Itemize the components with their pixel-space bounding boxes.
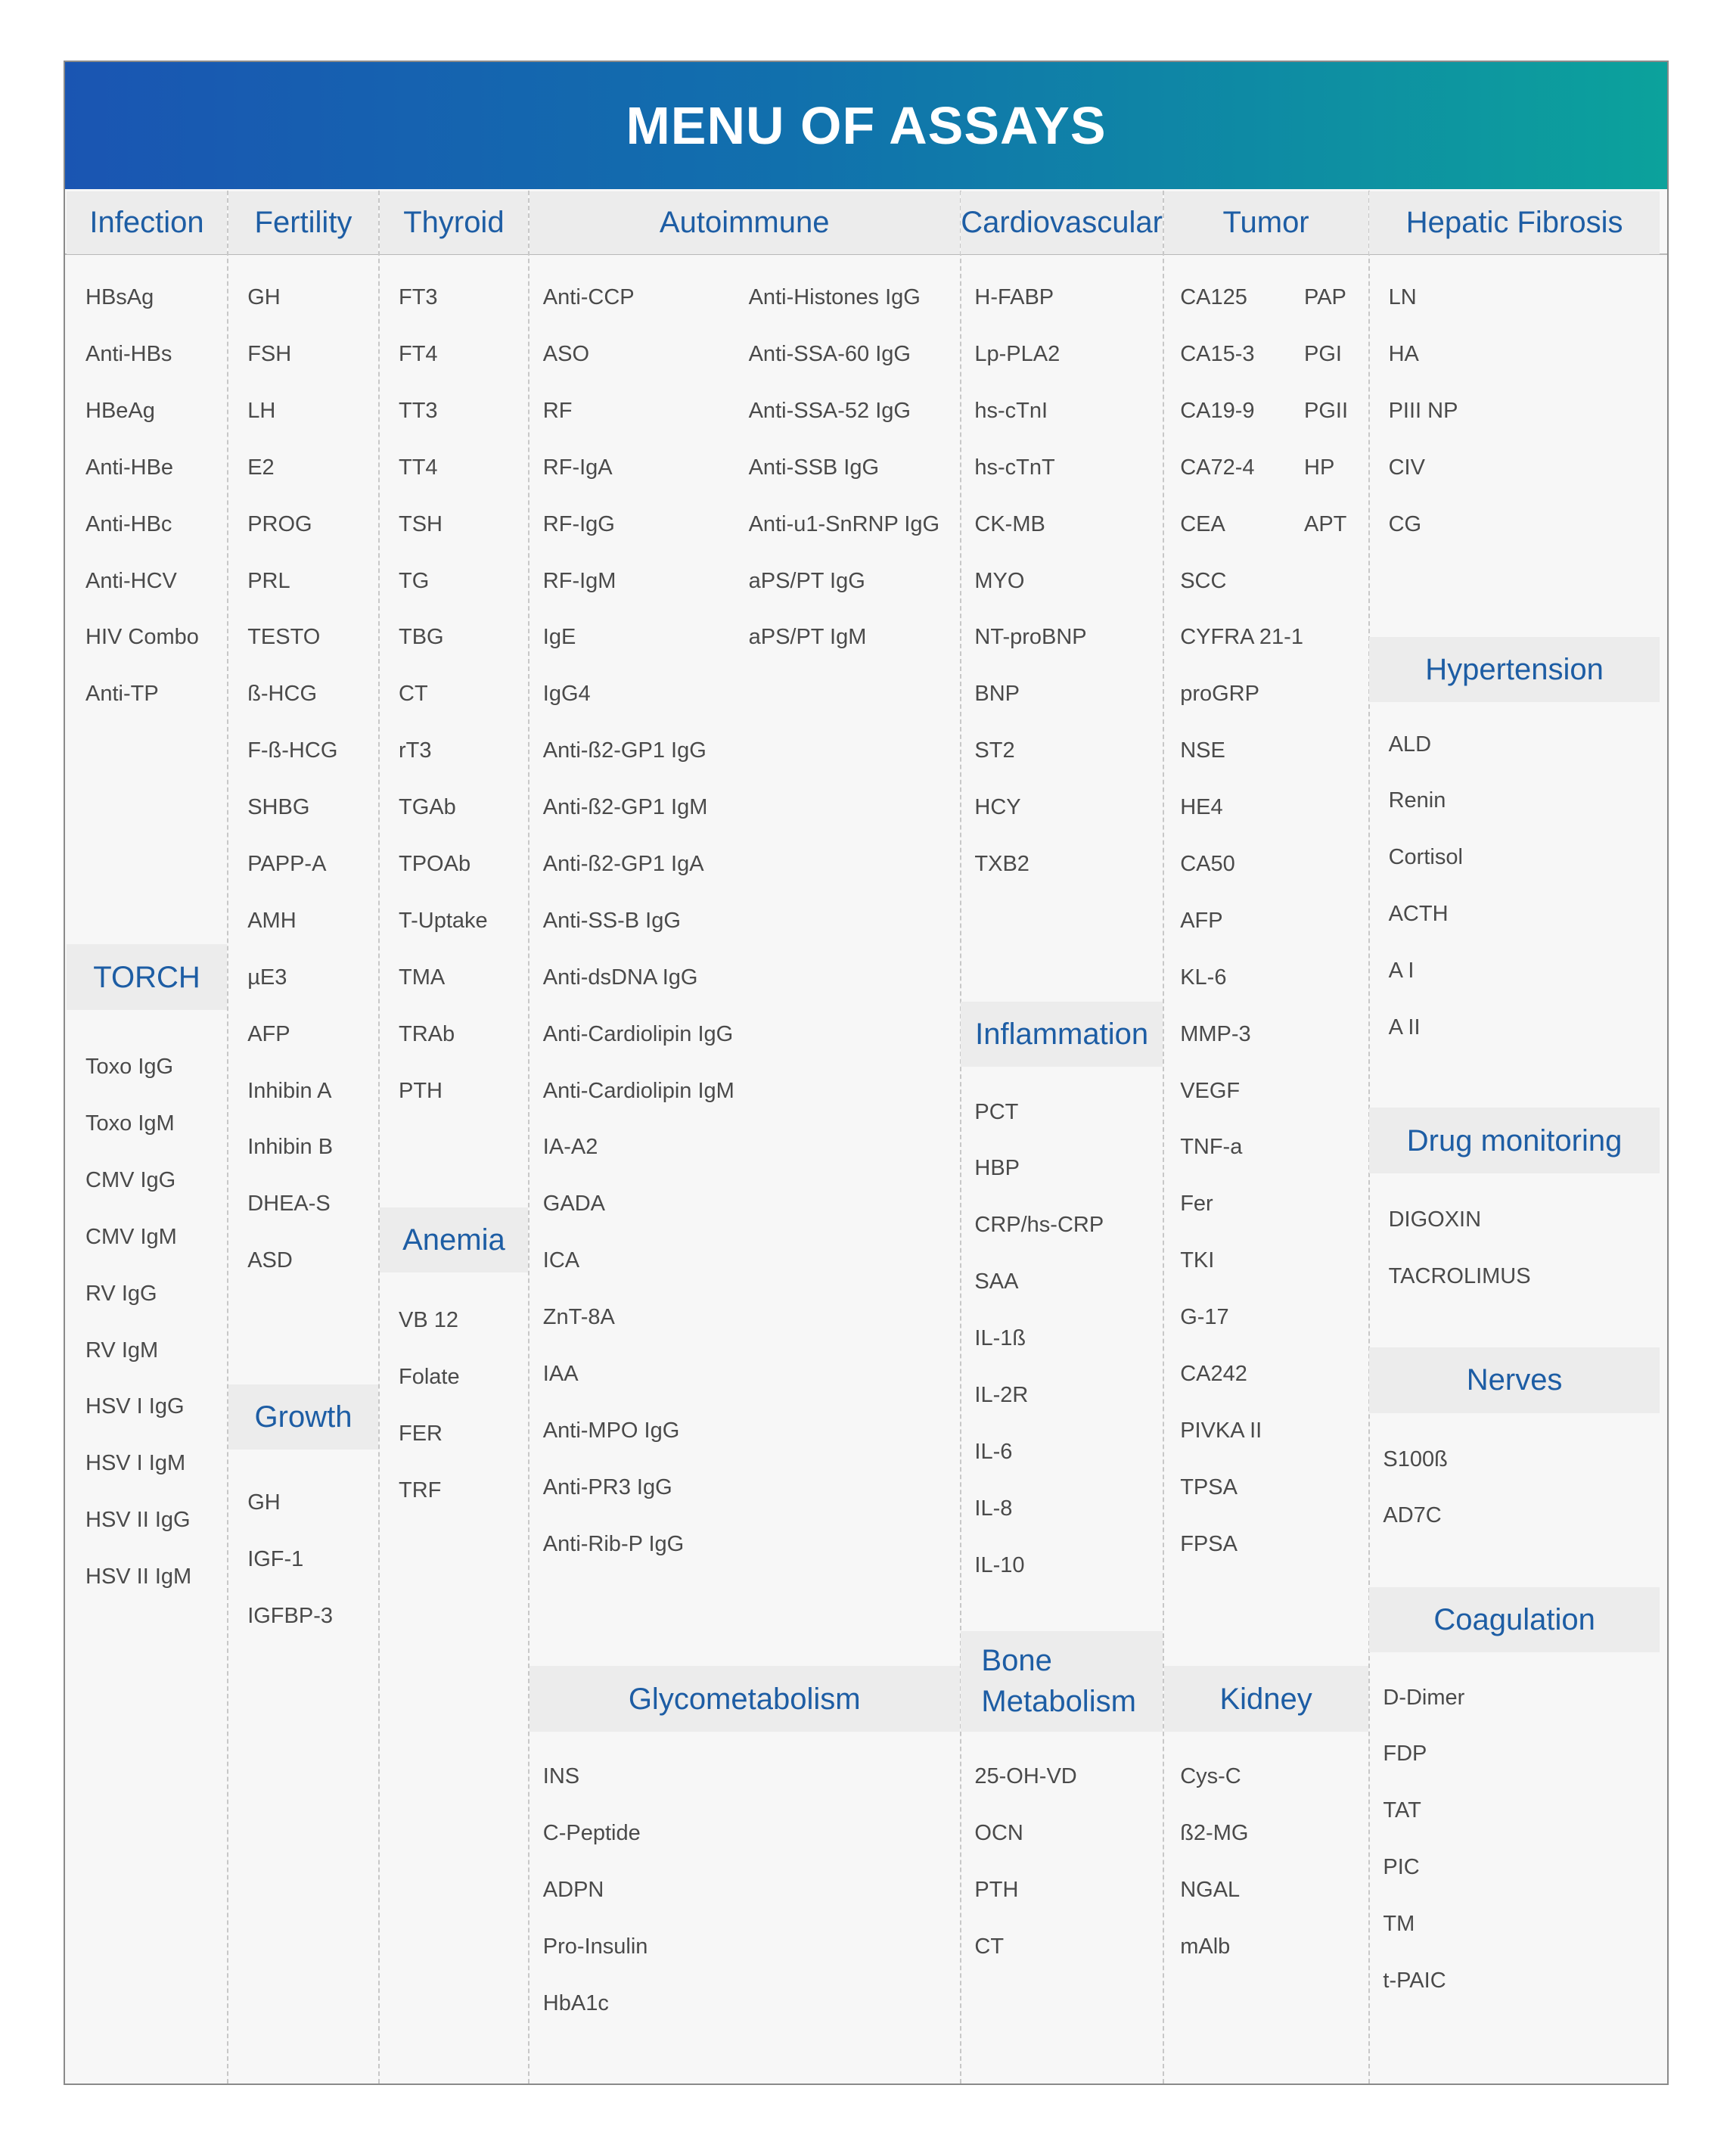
assay-item: IL-2R — [974, 1383, 1029, 1407]
assay-item: TT4 — [399, 455, 438, 480]
assay-item: ALD — [1388, 732, 1432, 757]
section-header-fertility: Fertility — [228, 191, 378, 254]
assay-item: INS — [542, 1764, 580, 1788]
assay-item: Anti-SSA-52 IgG — [748, 398, 911, 423]
assay-item: PAPP-A — [247, 852, 327, 876]
assay-item: RV IgM — [85, 1338, 159, 1363]
assay-item: KL-6 — [1180, 965, 1227, 990]
assay-item: TKI — [1180, 1248, 1215, 1273]
assay-item: TBG — [399, 625, 444, 650]
column-divider — [378, 191, 380, 2084]
assay-item: IL-10 — [974, 1552, 1025, 1577]
assay-item: CA242 — [1180, 1361, 1247, 1386]
assay-item: HSV I IgG — [85, 1394, 185, 1419]
assay-item: Lp-PLA2 — [974, 342, 1061, 367]
assay-item: S100ß — [1383, 1446, 1448, 1471]
assay-item: Anti-HCV — [85, 568, 177, 593]
assay-item: NT-proBNP — [974, 625, 1087, 650]
section-header-hypertension: Hypertension — [1369, 637, 1659, 702]
assay-item: C-Peptide — [542, 1820, 641, 1845]
assay-item: CT — [399, 682, 428, 707]
assay-item: µE3 — [247, 965, 287, 990]
assay-item: GH — [247, 1490, 281, 1515]
assay-item: IL-8 — [974, 1496, 1013, 1521]
assay-item: NGAL — [1180, 1877, 1241, 1902]
assay-item: CA15-3 — [1180, 342, 1255, 367]
assay-item: Inhibin A — [247, 1078, 332, 1103]
section-header-inflammation: Inflammation — [961, 1002, 1162, 1067]
assay-item: Anti-Cardiolipin IgM — [542, 1078, 734, 1103]
assay-item: CG — [1388, 511, 1422, 536]
assay-item: Anti-SSB IgG — [748, 455, 880, 480]
assay-item: BNP — [974, 682, 1020, 707]
assay-item: G-17 — [1180, 1305, 1229, 1330]
assay-item: CEA — [1180, 511, 1225, 536]
assay-item: TNF-a — [1180, 1135, 1243, 1160]
assay-item: ASD — [247, 1248, 293, 1273]
assay-item: AFP — [1180, 908, 1223, 933]
assay-item: RF-IgM — [542, 568, 616, 593]
section-header-kidney: Kidney — [1164, 1666, 1368, 1731]
assay-item: GADA — [542, 1192, 605, 1217]
assay-item: H-FABP — [974, 285, 1054, 310]
assay-item: HE4 — [1180, 795, 1223, 820]
assay-item: Pro-Insulin — [542, 1934, 648, 1959]
assay-item: Folate — [399, 1364, 460, 1389]
assay-item: PTH — [974, 1877, 1019, 1902]
assay-item: CMV IgM — [85, 1224, 177, 1249]
assay-item: AFP — [247, 1021, 290, 1046]
assay-item: OCN — [974, 1820, 1023, 1845]
assay-item: SCC — [1180, 568, 1227, 593]
assay-item: TAT — [1383, 1798, 1421, 1823]
assay-item: mAlb — [1180, 1934, 1231, 1959]
assay-item: hs-cTnI — [974, 398, 1048, 423]
assay-item: Anti-HBs — [85, 342, 172, 367]
assay-item: IL-1ß — [974, 1326, 1026, 1351]
assay-item: LH — [247, 398, 276, 423]
assay-item: Fer — [1180, 1192, 1213, 1217]
assay-item: Anti-TP — [85, 682, 159, 707]
assay-item: proGRP — [1180, 682, 1259, 707]
assay-item: TM — [1383, 1912, 1415, 1937]
assay-item: Renin — [1388, 788, 1446, 813]
assay-item: Anti-HBe — [85, 455, 174, 480]
assay-item: E2 — [247, 455, 275, 480]
assay-item: Anti-dsDNA IgG — [542, 965, 698, 990]
assay-item: HIV Combo — [85, 625, 199, 650]
assay-item: IAA — [542, 1361, 579, 1386]
assay-item: SHBG — [247, 795, 310, 820]
assay-item: DIGOXIN — [1388, 1207, 1482, 1232]
assay-item: IA-A2 — [542, 1135, 598, 1160]
assay-item: FT3 — [399, 285, 438, 310]
assay-item: HBP — [974, 1156, 1020, 1181]
assay-item: TMA — [399, 965, 446, 990]
assay-item: Anti-CCP — [542, 285, 635, 310]
assay-item: Toxo IgG — [85, 1055, 174, 1080]
assay-item: PIVKA II — [1180, 1418, 1262, 1443]
assay-item: PGII — [1304, 398, 1349, 423]
assay-item: RF-IgG — [542, 511, 615, 536]
assay-item: AD7C — [1383, 1503, 1442, 1528]
assay-item: FDP — [1383, 1742, 1427, 1767]
assay-item: ICA — [542, 1248, 580, 1273]
assay-item: ß2-MG — [1180, 1820, 1249, 1845]
column-divider — [528, 191, 529, 2084]
assay-item: TG — [399, 568, 430, 593]
assay-item: CA19-9 — [1180, 398, 1255, 423]
assay-item: FPSA — [1180, 1531, 1238, 1556]
assay-item: PAP — [1304, 285, 1346, 310]
assay-item: TACROLIMUS — [1388, 1263, 1531, 1288]
assay-item: CA50 — [1180, 852, 1235, 876]
assay-item: HCY — [974, 795, 1021, 820]
assay-item: GH — [247, 285, 281, 310]
assay-menu-sheet — [64, 61, 1669, 2085]
section-header-bone-metabolism: Bone Metabolism — [961, 1631, 1162, 1732]
assay-item: RV IgG — [85, 1281, 157, 1306]
title-banner — [65, 62, 1667, 189]
assay-item: PRL — [247, 568, 290, 593]
assay-item: ADPN — [542, 1877, 604, 1902]
assay-item: PROG — [247, 511, 312, 536]
assay-item: CRP/hs-CRP — [974, 1213, 1104, 1238]
assay-item: TXB2 — [974, 852, 1029, 876]
assay-item: TRAb — [399, 1021, 455, 1046]
assay-item: IGFBP-3 — [247, 1603, 333, 1628]
assay-item: RF-IgA — [542, 455, 613, 480]
assay-item: PGI — [1304, 342, 1342, 367]
assay-item: aPS/PT IgG — [748, 568, 865, 593]
page-title: MENU OF ASSAYS — [626, 96, 1107, 155]
assay-item: Anti-PR3 IgG — [542, 1474, 672, 1499]
assay-item: Anti-Histones IgG — [748, 285, 921, 310]
assay-item: TSH — [399, 511, 443, 536]
assay-item: Anti-SS-B IgG — [542, 908, 681, 933]
assay-item: Anti-u1-SnRNP IgG — [748, 511, 940, 536]
assay-item: ASO — [542, 342, 590, 367]
assay-item: TRF — [399, 1478, 442, 1502]
assay-item: VB 12 — [399, 1308, 458, 1332]
assay-item: Anti-SSA-60 IgG — [748, 342, 911, 367]
assay-item: TESTO — [247, 625, 321, 650]
assay-item: PIII NP — [1388, 398, 1458, 423]
assay-item: F-ß-HCG — [247, 738, 338, 763]
column-divider — [227, 191, 228, 2084]
assay-item: IGF-1 — [247, 1547, 304, 1572]
section-header-tumor: Tumor — [1164, 191, 1368, 254]
assay-item: Anti-Rib-P IgG — [542, 1531, 685, 1556]
assay-item: CYFRA 21-1 — [1180, 625, 1303, 650]
assay-item: Cys-C — [1180, 1764, 1241, 1788]
assay-item: MYO — [974, 568, 1025, 593]
assay-item: Toxo IgM — [85, 1111, 175, 1136]
assay-item: FSH — [247, 342, 292, 367]
assay-item: D-Dimer — [1383, 1685, 1465, 1710]
section-header-torch: TORCH — [67, 944, 227, 1009]
assay-item: IgG4 — [542, 682, 591, 707]
assay-item: hs-cTnT — [974, 455, 1055, 480]
assay-item: A II — [1388, 1015, 1421, 1039]
assay-item: ß-HCG — [247, 682, 318, 707]
section-header-hepatic-fibrosis: Hepatic Fibrosis — [1369, 191, 1659, 254]
assay-item: HBsAg — [85, 285, 154, 310]
assay-item: ST2 — [974, 738, 1015, 763]
assay-item: aPS/PT IgM — [748, 625, 867, 650]
assay-item: Anti-HBc — [85, 511, 172, 536]
section-header-coagulation: Coagulation — [1369, 1587, 1659, 1652]
section-header-nerves: Nerves — [1369, 1347, 1659, 1412]
section-header-growth: Growth — [228, 1384, 378, 1450]
assay-item: Anti-ß2-GP1 IgM — [542, 795, 708, 820]
assay-item: MMP-3 — [1180, 1021, 1251, 1046]
assay-item: TGAb — [399, 795, 456, 820]
assay-item: HbA1c — [542, 1990, 609, 2015]
assay-item: DHEA-S — [247, 1192, 331, 1217]
assay-item: Anti-ß2-GP1 IgG — [542, 738, 707, 763]
assay-item: IgE — [542, 625, 576, 650]
assay-item: CIV — [1388, 455, 1425, 480]
assay-item: rT3 — [399, 738, 432, 763]
assay-item: CMV IgG — [85, 1167, 176, 1192]
assay-item: ZnT-8A — [542, 1305, 615, 1330]
assay-item: T-Uptake — [399, 908, 488, 933]
section-header-drug-monitoring: Drug monitoring — [1369, 1108, 1659, 1173]
assay-item: CA125 — [1180, 285, 1247, 310]
assay-item: PIC — [1383, 1855, 1420, 1880]
assay-item: FER — [399, 1421, 443, 1446]
assay-item: APT — [1304, 511, 1347, 536]
column-divider — [1163, 191, 1164, 2084]
assay-item: FT4 — [399, 342, 438, 367]
assay-item: AMH — [247, 908, 297, 933]
assay-item: HSV I IgM — [85, 1451, 186, 1476]
section-header-thyroid: Thyroid — [380, 191, 528, 254]
section-header-infection: Infection — [67, 191, 227, 254]
column-divider — [960, 191, 961, 2084]
assay-item: RF — [542, 398, 573, 423]
section-header-anemia: Anemia — [380, 1207, 528, 1272]
assay-item: VEGF — [1180, 1078, 1241, 1103]
assay-item: Cortisol — [1388, 845, 1463, 870]
assay-item: Inhibin B — [247, 1135, 334, 1160]
assay-item: PCT — [974, 1099, 1019, 1124]
assay-item: SAA — [974, 1269, 1019, 1294]
assay-item: TPSA — [1180, 1474, 1238, 1499]
assay-item: HA — [1388, 342, 1419, 367]
assay-item: HP — [1304, 455, 1335, 480]
section-header-cardiovascular: Cardiovascular — [961, 191, 1162, 254]
assay-item: CT — [974, 1934, 1005, 1959]
assay-item: A I — [1388, 959, 1415, 983]
assay-item: NSE — [1180, 738, 1225, 763]
section-header-glycometabolism: Glycometabolism — [529, 1666, 960, 1731]
assay-item: Anti-Cardiolipin IgG — [542, 1021, 734, 1046]
assay-item: Anti-ß2-GP1 IgA — [542, 852, 704, 876]
assay-item: Anti-MPO IgG — [542, 1418, 680, 1443]
assay-item: 25-OH-VD — [974, 1764, 1077, 1788]
assay-item: HSV II IgM — [85, 1565, 192, 1589]
section-header-autoimmune: Autoimmune — [529, 191, 960, 254]
assay-item: TPOAb — [399, 852, 471, 876]
assay-item: t-PAIC — [1383, 1969, 1446, 1993]
assay-item: PTH — [399, 1078, 443, 1103]
assay-item: CA72-4 — [1180, 455, 1255, 480]
assay-item: ACTH — [1388, 902, 1449, 927]
assay-item: LN — [1388, 285, 1417, 310]
assay-item: IL-6 — [974, 1439, 1013, 1464]
assay-item: CK-MB — [974, 511, 1045, 536]
assay-item: HBeAg — [85, 398, 155, 423]
assay-item: HSV II IgG — [85, 1508, 191, 1533]
assay-item: TT3 — [399, 398, 438, 423]
